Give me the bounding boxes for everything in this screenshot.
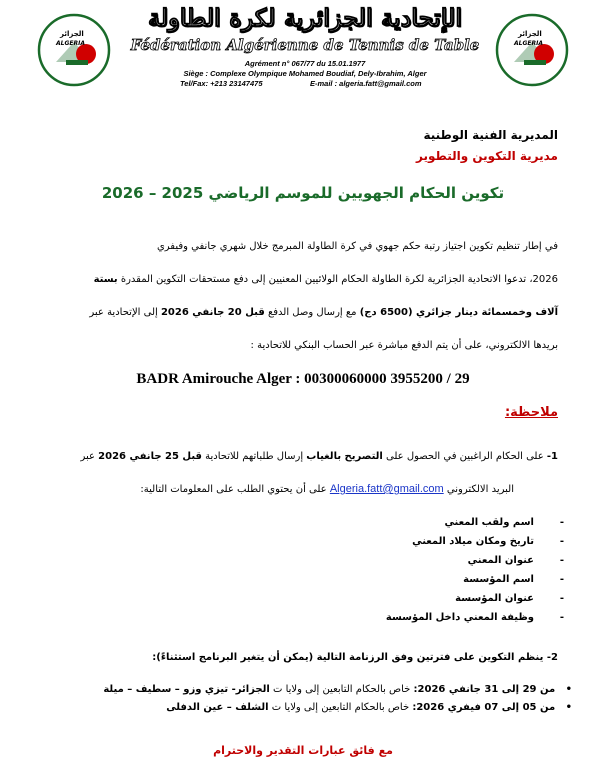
period-2: [166, 702, 572, 713]
payment-deadline: قبل 20 جانفي 2026: [160, 307, 265, 318]
header-email: E-mail : algeria.fatt@gmail.com: [310, 79, 422, 88]
list-dash: -: [559, 555, 564, 566]
info-list: [385, 513, 564, 627]
intro-line-3d: إلى الإتحادية عبر: [89, 307, 161, 318]
bank-account: BADR Amirouche Alger : 00300060000 3955200 / 29: [136, 371, 470, 387]
list-item-text: تاريخ ومكان ميلاد المعني: [412, 536, 534, 547]
note-item-1c: إرسال طلباتهم للاتحادية: [201, 451, 307, 462]
period-dot: •: [555, 684, 572, 695]
logo-text: ALGERIA: [56, 40, 85, 47]
note-item-1-num: 1-: [546, 451, 558, 462]
list-item: [385, 608, 564, 627]
logo-arabic-text-right: الجزائر: [518, 30, 542, 38]
intro-line-3: [89, 307, 558, 318]
header-title-arabic: الإتحادية الجزائرية لكرة الطاولة: [147, 3, 463, 32]
period-2-dates: من 05 إلى 07 فيفري 2026:: [412, 702, 556, 713]
intro-line-3b: مع إرسال وصل الدفع: [264, 307, 360, 318]
period-dot: •: [555, 702, 572, 713]
note-item-1a: على الحكام الراغبين في الحصول على: [382, 451, 547, 462]
note-item-2: 2- ينظم التكوين على فترتين وفق الرزنامة التالية (يمكن أن يتغير البرنامج استثناءً):: [152, 652, 558, 663]
list-dash: -: [559, 517, 564, 528]
federation-logo-right: [494, 12, 570, 88]
directorate-national: المديرية الفنية الوطنية: [423, 128, 558, 142]
period-1-dates: من 29 إلى 31 جانفي 2026:: [413, 684, 556, 695]
fee-amount: آلاف وخمسمائة دينار جزائري (6500 دج): [359, 307, 558, 318]
note-item-1-line-2a: البريد الالكتروني: [443, 484, 514, 495]
list-item-text: اسم المؤسسة: [463, 574, 534, 585]
note-item-1e: عبر: [80, 451, 99, 462]
list-dash: -: [559, 612, 564, 623]
header-title-french: Fédération Algérienne de Tennis de Table: [130, 36, 480, 54]
email-link[interactable]: Algeria.fatt@gmail.com: [329, 483, 444, 495]
list-item-text: وظيفة المعني داخل المؤسسة: [385, 612, 534, 623]
federation-logo-left: [36, 12, 112, 88]
list-item-text: عنوان المؤسسة: [455, 593, 534, 604]
logo-arabic-text: الجزائر: [60, 30, 84, 38]
list-item: [386, 532, 564, 551]
intro-line-1: في إطار تنظيم تكوين اجتياز رتبة حكم جهوي في كرة الطاولة المبرمج خلال شهري جانفي وفيفري: [156, 241, 558, 252]
list-item-text: عنوان المعني: [467, 555, 534, 566]
list-item: [386, 570, 564, 589]
list-item: [386, 589, 564, 608]
list-item: [386, 513, 564, 532]
list-dash: -: [559, 593, 564, 604]
header-telfax: Tel/Fax: +213 23147475: [180, 79, 263, 88]
period-1: [103, 684, 572, 695]
logo-text-right: ALGERIA: [514, 40, 543, 47]
directorate-training: مديرية التكوين والتطوير: [416, 149, 558, 163]
absence-declaration: التصريح بالغياب: [306, 451, 383, 462]
closing-text: مع فائق عبارات التقدير والاحترام: [213, 744, 393, 757]
period-2-wilayas: الشلف – عين الدفلى: [166, 702, 269, 713]
list-item: [386, 551, 564, 570]
note-item-1-line-2b: على أن يحتوي الطلب على المعلومات التالية:: [140, 484, 330, 495]
header-siege: Siège : Complexe Olympique Mohamed Boudiaf, Dely-Ibrahim, Alger: [183, 69, 427, 78]
list-item-text: اسم ولقب المعني: [444, 517, 534, 528]
intro-line-2b: بستة: [93, 274, 118, 285]
intro-line-2: [94, 274, 558, 285]
period-2-desc: خاص بالحكام التابعين إلى ولايا ت: [268, 702, 413, 713]
note-heading: ملاحظة:: [504, 405, 558, 420]
note-item-1-line-2: [140, 483, 514, 495]
page-title: تكوين الحكام الجهويين للموسم الرياضي 2025 – 2026: [101, 184, 505, 202]
period-1-wilayas: الجزائر- تيزي وزو – سطيف – ميلة: [103, 684, 270, 695]
intro-line-4: بريدها الالكتروني، على أن يتم الدفع مباشرة عبر الحساب البنكي للاتحادية :: [250, 340, 558, 351]
list-dash: -: [559, 536, 564, 547]
absence-deadline: قبل 25 جانفي 2026: [98, 451, 202, 462]
list-dash: -: [559, 574, 564, 585]
note-item-1: [80, 451, 558, 462]
header-agrement: Agrément n° 067/77 du 15.01.1977: [244, 59, 366, 68]
period-1-desc: خاص بالحكام التابعين إلى ولايا ت: [269, 684, 414, 695]
intro-line-2a: 2026، تدعوا الاتحادية الجزائرية لكرة الطاولة الحكام الولائيين المعنيين إلى دفع مستحقات التكوين المقدرة: [117, 274, 558, 285]
